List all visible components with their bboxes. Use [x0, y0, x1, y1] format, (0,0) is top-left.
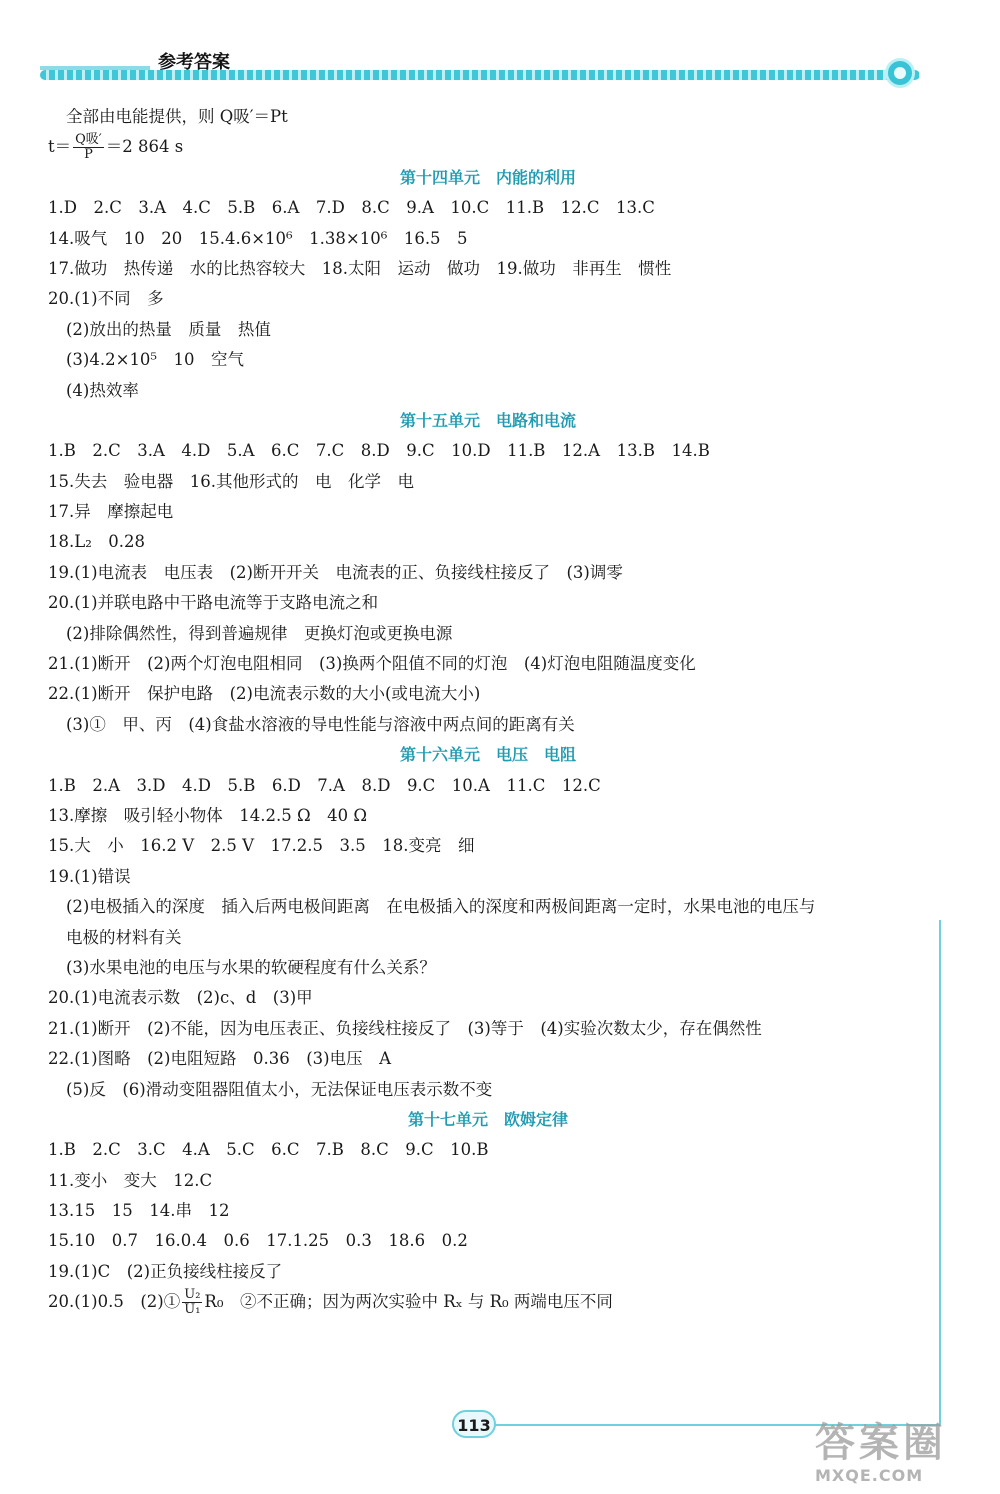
header-title: 参考答案 [158, 52, 230, 73]
unit-heading: 第十五单元 电路和电流 [399, 410, 576, 430]
formula-prefix: 20.(1)0.5 (2)① [48, 1292, 181, 1312]
answer-line: 15.失去 验电器 16.其他形式的 电 化学 电 [48, 471, 414, 491]
answer-line: 21.(1)断开 (2)两个灯泡电阻相同 (3)换两个阻值不同的灯泡 (4)灯泡电阻随温度变化 [48, 654, 696, 674]
answer-line: 17.做功 热传递 水的比热容较大 18.太阳 运动 做功 19.做功 非再生 惯性 [48, 258, 672, 278]
answer-line: (2)放出的热量 质量 热值 [66, 319, 271, 339]
watermark-logo [815, 1420, 947, 1485]
answer-line: 20.(1)不同 多 [48, 289, 164, 309]
page-header [40, 46, 940, 86]
answer-line: 20.(1)电流表示数 (2)c、d (3)甲 [48, 988, 313, 1008]
answer-line: 14.吸气 10 20 15.4.6×10⁶ 1.38×10⁶ 16.5 5 [48, 228, 468, 248]
fraction [73, 133, 104, 162]
answer-line: (3)水果电池的电压与水果的软硬程度有什么关系？ [66, 957, 436, 977]
answer-line: (5)反 (6)滑动变阻器阻值太小，无法保证电压表示数不变 [66, 1079, 493, 1099]
unit-heading: 第十四单元 内能的利用 [399, 167, 576, 187]
unit-heading: 第十七单元 欧姆定律 [407, 1109, 568, 1129]
answer-line: 22.(1)图略 (2)电阻短路 0.36 (3)电压 A [48, 1049, 392, 1069]
answer-line: (4)热效率 [66, 380, 139, 400]
answer-line: 电极的材料有关 [66, 927, 182, 947]
answer-line: 15.大 小 16.2 V 2.5 V 17.2.5 3.5 18.变亮 细 [48, 836, 475, 856]
gear-icon [885, 58, 915, 88]
answer-line: 1.B 2.C 3.A 4.D 5.A 6.C 7.C 8.D 9.C 10.D 11.B 12.A 13.B 14.B [48, 441, 710, 461]
watermark-main: 答案圈 [815, 1420, 947, 1466]
answer-line-formula [48, 1287, 928, 1317]
fraction-denominator: P [84, 147, 93, 163]
answer-line: (2)电极插入的深度 插入后两电极间距离 在电极插入的深度和两极间距离一定时，水果电池的电压与 [66, 897, 816, 917]
formula-suffix: ＝2 864 s [105, 137, 184, 157]
fraction-numerator: U₂ [184, 1287, 201, 1303]
answer-line: 19.(1)C (2)正负接线柱接反了 [48, 1261, 283, 1281]
answer-line: 1.B 2.C 3.C 4.A 5.C 6.C 7.B 8.C 9.C 10.B [48, 1140, 489, 1160]
watermark-url: MXQE.COM [815, 1466, 924, 1485]
answer-line: 1.D 2.C 3.A 4.C 5.B 6.A 7.D 8.C 9.A 10.C 11.B 12.C 13.C [48, 198, 655, 218]
answer-line: (3)4.2×10⁵ 10 空气 [66, 350, 245, 370]
answer-line: 18.L₂ 0.28 [48, 532, 146, 552]
answer-line: 22.(1)断开 保护电路 (2)电流表示数的大小(或电流大小) [48, 684, 481, 704]
answer-line: 13.摩擦 吸引轻小物体 14.2.5 Ω 40 Ω [48, 805, 368, 825]
fraction-numerator: Q吸′ [75, 132, 102, 148]
answer-line: 21.(1)断开 (2)不能，因为电压表正、负接线柱接反了 (3)等于 (4)实验次数太少，存在偶然性 [48, 1018, 762, 1038]
answer-line: 1.B 2.A 3.D 4.D 5.B 6.D 7.A 8.D 9.C 10.A 11.C 12.C [48, 775, 601, 795]
answer-line: 19.(1)电流表 电压表 (2)断开开关 电流表的正、负接线柱接反了 (3)调零 [48, 562, 623, 582]
fraction-denominator: U₁ [184, 1302, 201, 1318]
fraction [182, 1288, 202, 1317]
margin-rule [939, 920, 941, 1425]
answer-line: 全部由电能提供，则 Q吸′＝Pt [66, 107, 288, 126]
answer-line: 11.变小 变大 12.C [48, 1170, 213, 1190]
answer-line-formula [48, 132, 928, 162]
answer-line: (2)排除偶然性，得到普遍规律 更换灯泡或更换电源 [66, 623, 453, 643]
answer-list [48, 102, 928, 1318]
answer-line: 13.15 15 14.串 12 [48, 1201, 230, 1221]
answer-line: (3)① 甲、丙 (4)食盐水溶液的导电性能与溶液中两点间的距离有关 [66, 714, 575, 734]
formula-prefix: t＝ [48, 137, 72, 157]
answer-line: 19.(1)错误 [48, 866, 131, 886]
unit-heading: 第十六单元 电压 电阻 [399, 745, 576, 765]
answer-line: 17.异 摩擦起电 [48, 502, 174, 522]
page-number: 113 [452, 1410, 496, 1438]
formula-suffix: R₀ ②不正确；因为两次实验中 Rₓ 与 R₀ 两端电压不同 [204, 1292, 613, 1312]
answer-line: 15.10 0.7 16.0.4 0.6 17.1.25 0.3 18.6 0.2 [48, 1231, 468, 1251]
answer-line: 20.(1)并联电路中干路电流等于支路电流之和 [48, 593, 379, 613]
